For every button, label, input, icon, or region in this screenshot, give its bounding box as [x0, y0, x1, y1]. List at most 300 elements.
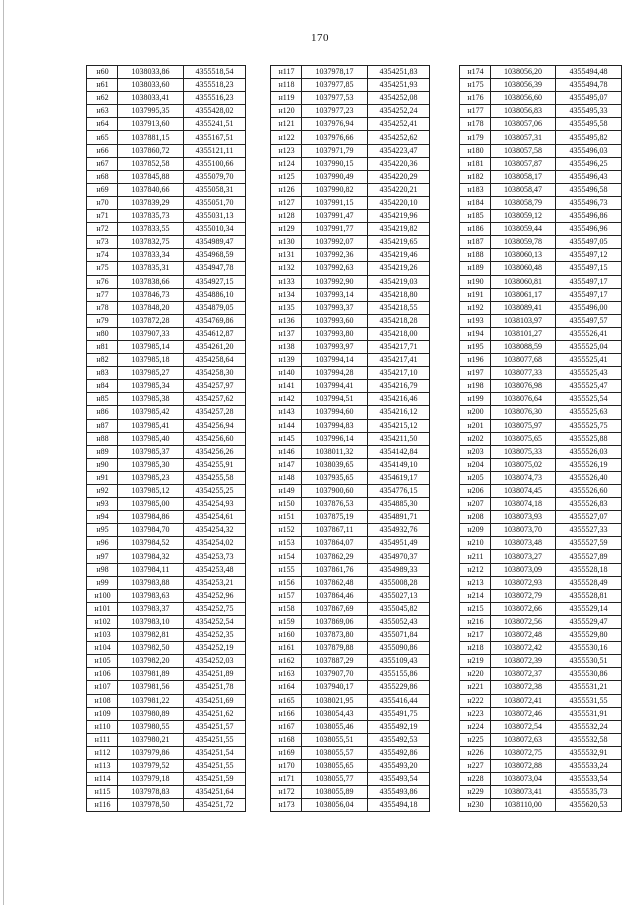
x-coordinate-cell: 1038075,97	[491, 419, 556, 432]
x-coordinate-cell: 1037994,14	[302, 354, 368, 367]
point-id-cell: н98	[87, 563, 118, 576]
table-row	[460, 615, 622, 628]
point-id-cell: н188	[460, 249, 491, 262]
point-id-cell: н219	[460, 655, 491, 668]
point-id-cell: н96	[87, 537, 118, 550]
table-row	[271, 66, 430, 79]
x-coordinate-cell: 1038101,27	[491, 327, 556, 340]
x-coordinate-cell: 1038058,17	[491, 170, 556, 183]
x-coordinate-cell: 1038073,48	[491, 537, 556, 550]
y-coordinate-cell: 4355496,96	[556, 223, 622, 236]
x-coordinate-cell: 1037981,56	[118, 681, 184, 694]
x-coordinate-cell: 1038075,33	[491, 445, 556, 458]
table-row	[87, 720, 246, 733]
table-row	[460, 406, 622, 419]
x-coordinate-cell: 1038072,42	[491, 642, 556, 655]
table-row	[271, 105, 430, 118]
point-id-cell: н225	[460, 733, 491, 746]
table-row	[271, 288, 430, 301]
y-coordinate-cell: 4355492,19	[368, 720, 430, 733]
point-id-cell: н184	[460, 196, 491, 209]
y-coordinate-cell: 4355527,33	[556, 524, 622, 537]
table-row	[460, 773, 622, 786]
y-coordinate-cell: 4355518,54	[184, 66, 246, 79]
x-coordinate-cell: 1038033,60	[118, 79, 184, 92]
point-id-cell: н156	[271, 576, 302, 589]
y-coordinate-cell: 4354252,03	[184, 655, 246, 668]
point-id-cell: н175	[460, 79, 491, 92]
table-row	[271, 157, 430, 170]
y-coordinate-cell: 4355241,51	[184, 118, 246, 131]
point-id-cell: н186	[460, 223, 491, 236]
point-id-cell: н71	[87, 210, 118, 223]
y-coordinate-cell: 4354989,47	[184, 236, 246, 249]
table-row	[271, 223, 430, 236]
point-id-cell: н79	[87, 314, 118, 327]
table-row	[460, 66, 622, 79]
table-row	[87, 340, 246, 353]
table-row	[87, 432, 246, 445]
table-row	[87, 576, 246, 589]
x-coordinate-cell: 1037996,14	[302, 432, 368, 445]
x-coordinate-cell: 1037867,11	[302, 524, 368, 537]
y-coordinate-cell: 4355525,88	[556, 432, 622, 445]
table-row	[460, 485, 622, 498]
y-coordinate-cell: 4355496,43	[556, 170, 622, 183]
point-id-cell: н131	[271, 249, 302, 262]
point-id-cell: н104	[87, 642, 118, 655]
y-coordinate-cell: 4355100,66	[184, 157, 246, 170]
x-coordinate-cell: 1037994,83	[302, 419, 368, 432]
table-row	[460, 183, 622, 196]
table-row	[271, 799, 430, 812]
y-coordinate-cell: 4355493,86	[368, 786, 430, 799]
x-coordinate-cell: 1038058,47	[491, 183, 556, 196]
table-row	[460, 681, 622, 694]
table-row	[271, 511, 430, 524]
x-coordinate-cell: 1038060,48	[491, 262, 556, 275]
point-id-cell: н177	[460, 105, 491, 118]
y-coordinate-cell: 4355229,86	[368, 681, 430, 694]
table-row	[87, 301, 246, 314]
y-coordinate-cell: 4354970,37	[368, 550, 430, 563]
y-coordinate-cell: 4355155,86	[368, 668, 430, 681]
point-id-cell: н94	[87, 511, 118, 524]
y-coordinate-cell: 4355052,43	[368, 615, 430, 628]
point-id-cell: н122	[271, 131, 302, 144]
point-id-cell: н105	[87, 655, 118, 668]
table-row	[271, 537, 430, 550]
point-id-cell: н228	[460, 773, 491, 786]
x-coordinate-cell: 1037848,20	[118, 301, 184, 314]
table-row	[271, 183, 430, 196]
table-row	[87, 157, 246, 170]
y-coordinate-cell: 4354253,21	[184, 576, 246, 589]
point-id-cell: н182	[460, 170, 491, 183]
point-id-cell: н157	[271, 589, 302, 602]
x-coordinate-cell: 1037852,58	[118, 157, 184, 170]
point-id-cell: н155	[271, 563, 302, 576]
point-id-cell: н222	[460, 694, 491, 707]
y-coordinate-cell: 4354218,55	[368, 301, 430, 314]
table-row	[460, 707, 622, 720]
x-coordinate-cell: 1037985,41	[118, 419, 184, 432]
x-coordinate-cell: 1037900,60	[302, 485, 368, 498]
y-coordinate-cell: 4354251,54	[184, 746, 246, 759]
y-coordinate-cell: 4355532,24	[556, 720, 622, 733]
table-row	[271, 550, 430, 563]
x-coordinate-cell: 1037978,17	[302, 66, 368, 79]
x-coordinate-cell: 1037982,81	[118, 629, 184, 642]
table-row	[87, 759, 246, 772]
x-coordinate-cell: 1037984,32	[118, 550, 184, 563]
x-coordinate-cell: 1038077,68	[491, 354, 556, 367]
y-coordinate-cell: 4355416,44	[368, 694, 430, 707]
point-id-cell: н220	[460, 668, 491, 681]
y-coordinate-cell: 4355525,47	[556, 380, 622, 393]
y-coordinate-cell: 4355497,17	[556, 288, 622, 301]
point-id-cell: н97	[87, 550, 118, 563]
point-id-cell: н214	[460, 589, 491, 602]
x-coordinate-cell: 1037838,66	[118, 275, 184, 288]
table-row	[271, 406, 430, 419]
y-coordinate-cell: 4355496,73	[556, 196, 622, 209]
point-id-cell: н170	[271, 759, 302, 772]
y-coordinate-cell: 4354218,80	[368, 288, 430, 301]
x-coordinate-cell: 1038074,18	[491, 498, 556, 511]
point-id-cell: н139	[271, 354, 302, 367]
y-coordinate-cell: 4355494,78	[556, 79, 622, 92]
table-row	[271, 589, 430, 602]
coordinates-table-2	[270, 65, 430, 812]
y-coordinate-cell: 4354252,19	[184, 642, 246, 655]
point-id-cell: н138	[271, 340, 302, 353]
table-row	[460, 445, 622, 458]
table-row	[460, 301, 622, 314]
y-coordinate-cell: 4355525,63	[556, 406, 622, 419]
x-coordinate-cell: 1038077,33	[491, 367, 556, 380]
x-coordinate-cell: 1037994,60	[302, 406, 368, 419]
x-coordinate-cell: 1037994,51	[302, 393, 368, 406]
y-coordinate-cell: 4355010,34	[184, 223, 246, 236]
point-id-cell: н89	[87, 445, 118, 458]
x-coordinate-cell: 1037846,73	[118, 288, 184, 301]
x-coordinate-cell: 1038039,65	[302, 458, 368, 471]
table-row	[271, 668, 430, 681]
table-row	[460, 602, 622, 615]
point-id-cell: н102	[87, 615, 118, 628]
table-row	[271, 432, 430, 445]
table-row	[271, 170, 430, 183]
point-id-cell: н126	[271, 183, 302, 196]
y-coordinate-cell: 4354879,05	[184, 301, 246, 314]
y-coordinate-cell: 4354891,71	[368, 511, 430, 524]
point-id-cell: н61	[87, 79, 118, 92]
table-row	[87, 183, 246, 196]
x-coordinate-cell: 1037907,70	[302, 668, 368, 681]
table-row	[460, 170, 622, 183]
x-coordinate-cell: 1037879,88	[302, 642, 368, 655]
y-coordinate-cell: 4354252,24	[368, 105, 430, 118]
x-coordinate-cell: 1038057,06	[491, 118, 556, 131]
table-row	[87, 733, 246, 746]
table-row	[271, 733, 430, 746]
x-coordinate-cell: 1037991,77	[302, 223, 368, 236]
y-coordinate-cell: 4354219,46	[368, 249, 430, 262]
y-coordinate-cell: 4355526,83	[556, 498, 622, 511]
x-coordinate-cell: 1038072,37	[491, 668, 556, 681]
y-coordinate-cell: 4354257,28	[184, 406, 246, 419]
x-coordinate-cell: 1037982,50	[118, 642, 184, 655]
table-row	[271, 629, 430, 642]
y-coordinate-cell: 4354251,62	[184, 707, 246, 720]
x-coordinate-cell: 1038075,02	[491, 458, 556, 471]
x-coordinate-cell: 1037862,29	[302, 550, 368, 563]
table-row	[271, 773, 430, 786]
point-id-cell: н111	[87, 733, 118, 746]
y-coordinate-cell: 4355031,13	[184, 210, 246, 223]
y-coordinate-cell: 4354254,02	[184, 537, 246, 550]
table-row	[460, 498, 622, 511]
point-id-cell: н120	[271, 105, 302, 118]
table-row	[271, 759, 430, 772]
table-row	[460, 733, 622, 746]
table-row	[87, 105, 246, 118]
y-coordinate-cell: 4354968,59	[184, 249, 246, 262]
point-id-cell: н137	[271, 327, 302, 340]
table-row	[87, 249, 246, 262]
point-id-cell: н135	[271, 301, 302, 314]
y-coordinate-cell: 4355497,57	[556, 314, 622, 327]
point-id-cell: н123	[271, 144, 302, 157]
table-row	[271, 340, 430, 353]
point-id-cell: н121	[271, 118, 302, 131]
y-coordinate-cell: 4354989,33	[368, 563, 430, 576]
x-coordinate-cell: 1038072,38	[491, 681, 556, 694]
table-row	[271, 196, 430, 209]
table-row	[460, 419, 622, 432]
y-coordinate-cell: 4355526,40	[556, 471, 622, 484]
point-id-cell: н134	[271, 288, 302, 301]
x-coordinate-cell: 1038060,81	[491, 275, 556, 288]
table-row	[271, 707, 430, 720]
y-coordinate-cell: 4354211,50	[368, 432, 430, 445]
table-row	[460, 589, 622, 602]
x-coordinate-cell: 1037985,12	[118, 485, 184, 498]
x-coordinate-cell: 1037984,70	[118, 524, 184, 537]
x-coordinate-cell: 1037907,33	[118, 327, 184, 340]
table-row	[460, 393, 622, 406]
point-id-cell: н70	[87, 196, 118, 209]
table-row	[460, 144, 622, 157]
y-coordinate-cell: 4355496,25	[556, 157, 622, 170]
table-row	[87, 196, 246, 209]
table-row	[460, 118, 622, 131]
point-id-cell: н158	[271, 602, 302, 615]
x-coordinate-cell: 1038055,89	[302, 786, 368, 799]
table-row	[87, 655, 246, 668]
point-id-cell: н154	[271, 550, 302, 563]
table-row	[271, 786, 430, 799]
table-row	[87, 144, 246, 157]
table-row	[87, 380, 246, 393]
x-coordinate-cell: 1038011,32	[302, 445, 368, 458]
y-coordinate-cell: 4355529,14	[556, 602, 622, 615]
x-coordinate-cell: 1038074,45	[491, 485, 556, 498]
table-row	[460, 642, 622, 655]
table-row	[460, 694, 622, 707]
point-id-cell: н179	[460, 131, 491, 144]
y-coordinate-cell: 4354252,62	[368, 131, 430, 144]
point-id-cell: н153	[271, 537, 302, 550]
point-id-cell: н148	[271, 471, 302, 484]
point-id-cell: н68	[87, 170, 118, 183]
point-id-cell: н216	[460, 615, 491, 628]
x-coordinate-cell: 1037985,30	[118, 458, 184, 471]
table-row	[87, 746, 246, 759]
y-coordinate-cell: 4355079,70	[184, 170, 246, 183]
x-coordinate-cell: 1038056,60	[491, 92, 556, 105]
point-id-cell: н113	[87, 759, 118, 772]
y-coordinate-cell: 4354251,78	[184, 681, 246, 694]
x-coordinate-cell: 1037984,11	[118, 563, 184, 576]
point-id-cell: н109	[87, 707, 118, 720]
x-coordinate-cell: 1037978,50	[118, 799, 184, 812]
x-coordinate-cell: 1038072,93	[491, 576, 556, 589]
x-coordinate-cell: 1037993,97	[302, 340, 368, 353]
y-coordinate-cell: 4355526,03	[556, 445, 622, 458]
point-id-cell: н207	[460, 498, 491, 511]
point-id-cell: н200	[460, 406, 491, 419]
table-row	[460, 458, 622, 471]
x-coordinate-cell: 1037993,80	[302, 327, 368, 340]
x-coordinate-cell: 1037981,89	[118, 668, 184, 681]
point-id-cell: н209	[460, 524, 491, 537]
point-id-cell: н198	[460, 380, 491, 393]
x-coordinate-cell: 1037979,52	[118, 759, 184, 772]
point-id-cell: н165	[271, 694, 302, 707]
table-row	[87, 92, 246, 105]
table-row	[271, 615, 430, 628]
y-coordinate-cell: 4355529,80	[556, 629, 622, 642]
y-coordinate-cell: 4354261,20	[184, 340, 246, 353]
point-id-cell: н208	[460, 511, 491, 524]
point-id-cell: н83	[87, 367, 118, 380]
y-coordinate-cell: 4354885,30	[368, 498, 430, 511]
x-coordinate-cell: 1038057,87	[491, 157, 556, 170]
scan-edge-line	[3, 0, 4, 905]
y-coordinate-cell: 4355526,41	[556, 327, 622, 340]
x-coordinate-cell: 1038056,83	[491, 105, 556, 118]
point-id-cell: н66	[87, 144, 118, 157]
point-id-cell: н229	[460, 786, 491, 799]
table-row	[87, 236, 246, 249]
x-coordinate-cell: 1037985,42	[118, 406, 184, 419]
y-coordinate-cell: 4354218,00	[368, 327, 430, 340]
y-coordinate-cell: 4355526,19	[556, 458, 622, 471]
point-id-cell: н132	[271, 262, 302, 275]
x-coordinate-cell: 1037940,17	[302, 681, 368, 694]
x-coordinate-cell: 1038054,43	[302, 707, 368, 720]
x-coordinate-cell: 1037835,73	[118, 210, 184, 223]
y-coordinate-cell: 4354219,96	[368, 210, 430, 223]
y-coordinate-cell: 4354251,55	[184, 759, 246, 772]
y-coordinate-cell: 4355497,12	[556, 249, 622, 262]
x-coordinate-cell: 1037993,60	[302, 314, 368, 327]
table-row	[460, 629, 622, 642]
point-id-cell: н230	[460, 799, 491, 812]
page-number: 170	[311, 32, 329, 44]
y-coordinate-cell: 4354769,86	[184, 314, 246, 327]
table-row	[460, 799, 622, 812]
point-id-cell: н217	[460, 629, 491, 642]
x-coordinate-cell: 1038075,65	[491, 432, 556, 445]
y-coordinate-cell: 4354217,10	[368, 367, 430, 380]
point-id-cell: н80	[87, 327, 118, 340]
y-coordinate-cell: 4355493,54	[368, 773, 430, 786]
y-coordinate-cell: 4355497,15	[556, 262, 622, 275]
point-id-cell: н118	[271, 79, 302, 92]
point-id-cell: н110	[87, 720, 118, 733]
y-coordinate-cell: 4354219,82	[368, 223, 430, 236]
y-coordinate-cell: 4354223,47	[368, 144, 430, 157]
y-coordinate-cell: 4354251,55	[184, 733, 246, 746]
x-coordinate-cell: 1037983,10	[118, 615, 184, 628]
table-row	[460, 275, 622, 288]
x-coordinate-cell: 1038076,30	[491, 406, 556, 419]
point-id-cell: н101	[87, 602, 118, 615]
x-coordinate-cell: 1037983,37	[118, 602, 184, 615]
table-row	[460, 537, 622, 550]
point-id-cell: н167	[271, 720, 302, 733]
y-coordinate-cell: 4354219,26	[368, 262, 430, 275]
y-coordinate-cell: 4355008,28	[368, 576, 430, 589]
x-coordinate-cell: 1037985,27	[118, 367, 184, 380]
x-coordinate-cell: 1037833,55	[118, 223, 184, 236]
x-coordinate-cell: 1038072,54	[491, 720, 556, 733]
point-id-cell: н204	[460, 458, 491, 471]
y-coordinate-cell: 4355494,18	[368, 799, 430, 812]
y-coordinate-cell: 4355518,23	[184, 79, 246, 92]
table-row	[87, 485, 246, 498]
point-id-cell: н221	[460, 681, 491, 694]
point-id-cell: н99	[87, 576, 118, 589]
y-coordinate-cell: 4354142,84	[368, 445, 430, 458]
x-coordinate-cell: 1038057,31	[491, 131, 556, 144]
y-coordinate-cell: 4355530,51	[556, 655, 622, 668]
x-coordinate-cell: 1038033,86	[118, 66, 184, 79]
x-coordinate-cell: 1038103,97	[491, 314, 556, 327]
x-coordinate-cell: 1037994,28	[302, 367, 368, 380]
table-row	[460, 550, 622, 563]
point-id-cell: н91	[87, 471, 118, 484]
y-coordinate-cell: 4355027,13	[368, 589, 430, 602]
x-coordinate-cell: 1038056,20	[491, 66, 556, 79]
y-coordinate-cell: 4355428,02	[184, 105, 246, 118]
point-id-cell: н193	[460, 314, 491, 327]
table-row	[87, 563, 246, 576]
y-coordinate-cell: 4354216,46	[368, 393, 430, 406]
y-coordinate-cell: 4355109,43	[368, 655, 430, 668]
x-coordinate-cell: 1037833,34	[118, 249, 184, 262]
y-coordinate-cell: 4355531,55	[556, 694, 622, 707]
table-row	[460, 720, 622, 733]
y-coordinate-cell: 4354217,41	[368, 354, 430, 367]
x-coordinate-cell: 1037840,66	[118, 183, 184, 196]
y-coordinate-cell: 4354251,64	[184, 786, 246, 799]
x-coordinate-cell: 1037887,29	[302, 655, 368, 668]
point-id-cell: н173	[271, 799, 302, 812]
